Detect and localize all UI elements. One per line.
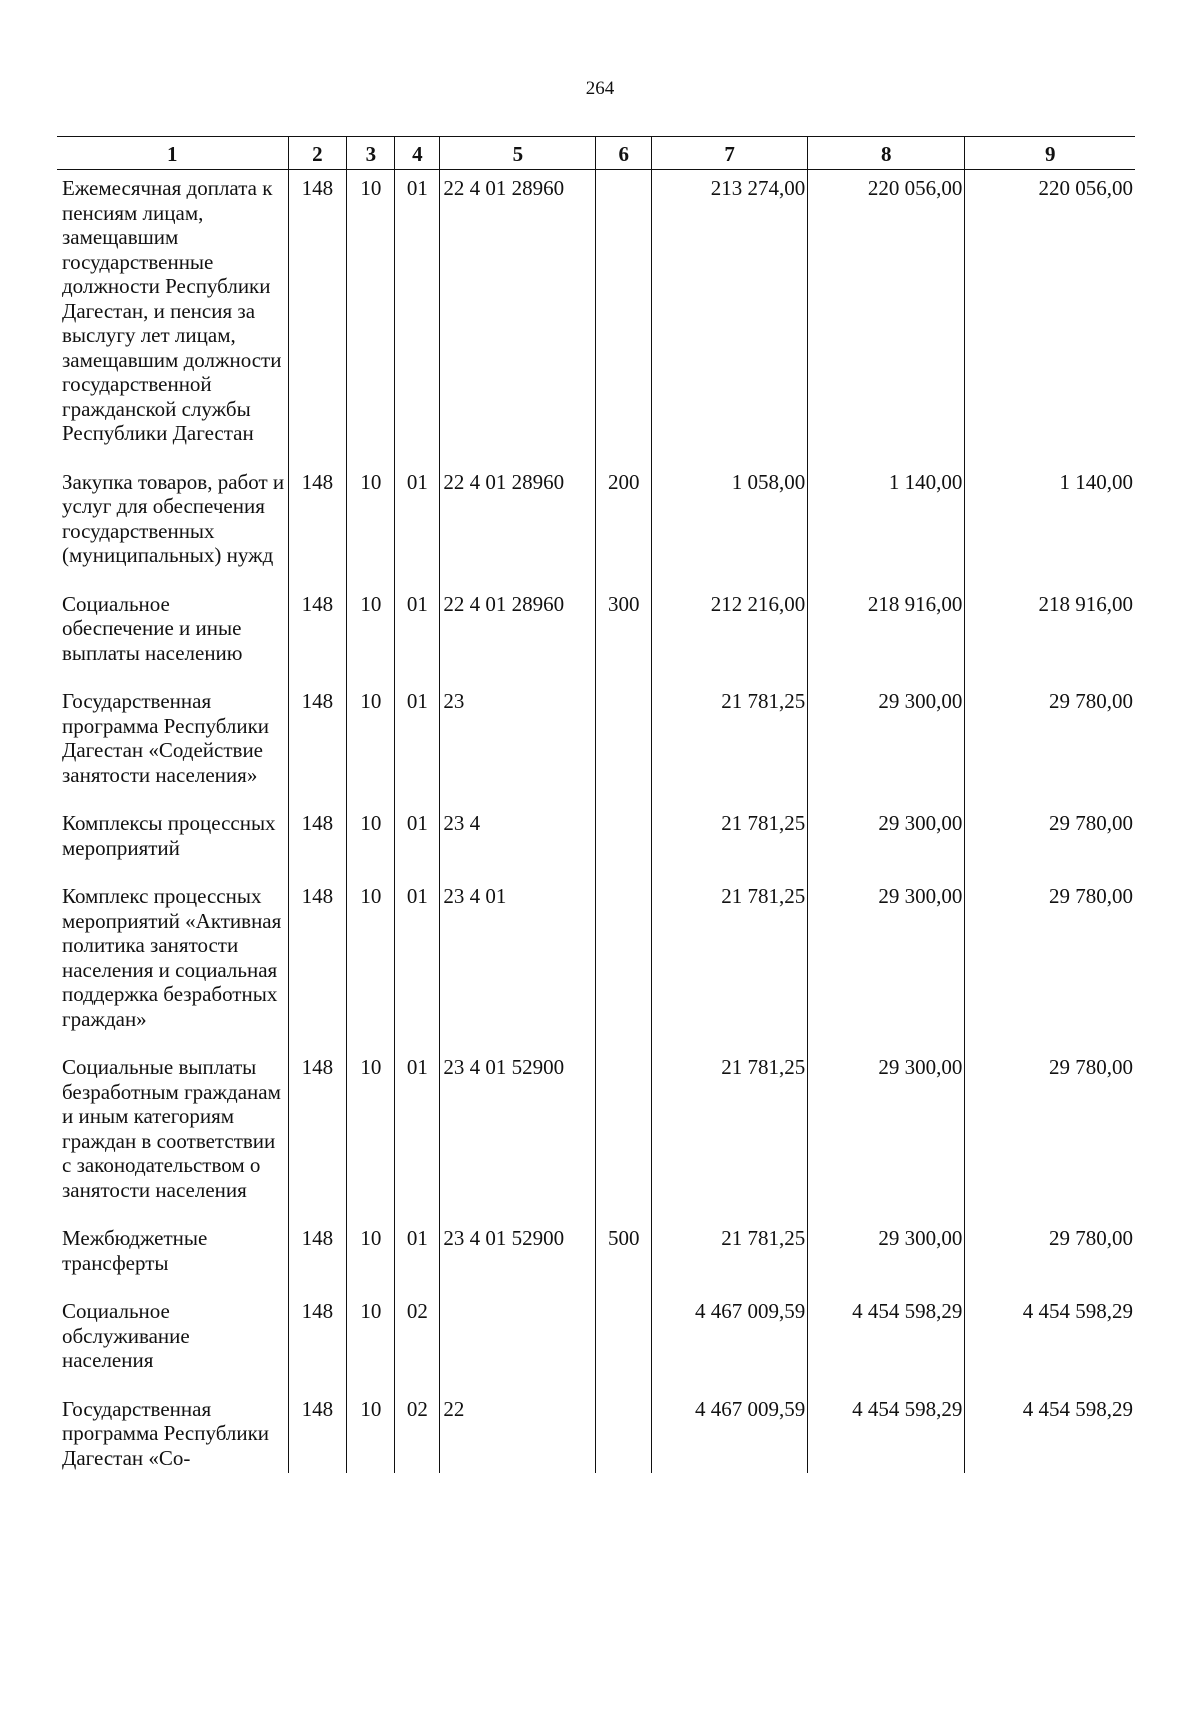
col-2-cell: 148 bbox=[288, 464, 347, 586]
col-4-cell: 01 bbox=[395, 683, 440, 805]
table-row bbox=[57, 1049, 1135, 1220]
col-3-cell: 10 bbox=[347, 1220, 395, 1293]
header-cell: 4 bbox=[395, 137, 440, 170]
row-name: Социальные выплаты безработным гражданам и иным категориям граждан в соответствии с законодательством о занятости населения bbox=[57, 1049, 288, 1220]
table-row bbox=[57, 878, 1135, 1049]
col-2-cell: 148 bbox=[288, 586, 347, 684]
col-4-cell: 02 bbox=[395, 1293, 440, 1391]
row-name: Комплексы процессных мероприятий bbox=[57, 805, 288, 878]
col-2-cell: 148 bbox=[288, 1391, 347, 1473]
col-7-cell: 1 058,00 bbox=[652, 464, 808, 586]
col-8-cell: 4 454 598,29 bbox=[808, 1391, 965, 1473]
col-7-cell: 4 467 009,59 bbox=[652, 1293, 808, 1391]
col-3-cell: 10 bbox=[347, 586, 395, 684]
col-6-cell bbox=[596, 683, 652, 805]
col-3-cell: 10 bbox=[347, 878, 395, 1049]
col-7-cell: 213 274,00 bbox=[652, 170, 808, 464]
col-2-cell: 148 bbox=[288, 878, 347, 1049]
header-cell: 2 bbox=[288, 137, 347, 170]
col-9-cell: 4 454 598,29 bbox=[965, 1293, 1135, 1391]
col-3-cell: 10 bbox=[347, 1293, 395, 1391]
col-3-cell: 10 bbox=[347, 683, 395, 805]
col-7-cell: 21 781,25 bbox=[652, 683, 808, 805]
col-6-cell: 500 bbox=[596, 1220, 652, 1293]
col-6-cell bbox=[596, 1293, 652, 1391]
col-4-cell: 01 bbox=[395, 170, 440, 464]
col-9-cell: 218 916,00 bbox=[965, 586, 1135, 684]
header-cell: 9 bbox=[965, 137, 1135, 170]
col-4-cell: 01 bbox=[395, 878, 440, 1049]
col-4-cell: 01 bbox=[395, 464, 440, 586]
col-9-cell: 29 780,00 bbox=[965, 1049, 1135, 1220]
row-name: Государственная программа Республики Дагестан «Содействие занятости населения» bbox=[57, 683, 288, 805]
header-cell: 7 bbox=[652, 137, 808, 170]
header-cell: 5 bbox=[440, 137, 596, 170]
col-7-cell: 21 781,25 bbox=[652, 878, 808, 1049]
header-cell: 1 bbox=[57, 137, 288, 170]
table-row bbox=[57, 586, 1135, 684]
col-4-cell: 01 bbox=[395, 1220, 440, 1293]
col-9-cell: 29 780,00 bbox=[965, 683, 1135, 805]
col-8-cell: 1 140,00 bbox=[808, 464, 965, 586]
col-6-cell: 200 bbox=[596, 464, 652, 586]
col-9-cell: 1 140,00 bbox=[965, 464, 1135, 586]
col-8-cell: 4 454 598,29 bbox=[808, 1293, 965, 1391]
col-6-cell bbox=[596, 878, 652, 1049]
col-7-cell: 212 216,00 bbox=[652, 586, 808, 684]
table-row bbox=[57, 683, 1135, 805]
col-6-cell bbox=[596, 805, 652, 878]
col-5-cell: 23 4 bbox=[440, 805, 596, 878]
row-name: Социальное обеспечение и иные выплаты населению bbox=[57, 586, 288, 684]
col-5-cell: 23 4 01 52900 bbox=[440, 1049, 596, 1220]
col-5-cell: 22 4 01 28960 bbox=[440, 586, 596, 684]
col-3-cell: 10 bbox=[347, 1391, 395, 1473]
header-cell: 8 bbox=[808, 137, 965, 170]
col-3-cell: 10 bbox=[347, 464, 395, 586]
col-8-cell: 218 916,00 bbox=[808, 586, 965, 684]
row-name: Социальное обслуживание населения bbox=[57, 1293, 288, 1391]
page-number: 264 bbox=[585, 78, 615, 99]
col-4-cell: 02 bbox=[395, 1391, 440, 1473]
col-4-cell: 01 bbox=[395, 805, 440, 878]
header-cell: 3 bbox=[347, 137, 395, 170]
col-8-cell: 29 300,00 bbox=[808, 1049, 965, 1220]
col-2-cell: 148 bbox=[288, 1049, 347, 1220]
col-3-cell: 10 bbox=[347, 805, 395, 878]
col-5-cell bbox=[440, 1293, 596, 1391]
col-7-cell: 21 781,25 bbox=[652, 1220, 808, 1293]
col-6-cell bbox=[596, 170, 652, 464]
col-5-cell: 23 4 01 bbox=[440, 878, 596, 1049]
table-row bbox=[57, 1293, 1135, 1391]
col-7-cell: 21 781,25 bbox=[652, 1049, 808, 1220]
col-3-cell: 10 bbox=[347, 170, 395, 464]
col-6-cell bbox=[596, 1391, 652, 1473]
col-7-cell: 4 467 009,59 bbox=[652, 1391, 808, 1473]
col-4-cell: 01 bbox=[395, 1049, 440, 1220]
row-name: Закупка товаров, работ и услуг для обеспечения государственных (муниципальных) нужд bbox=[57, 464, 288, 586]
col-8-cell: 29 300,00 bbox=[808, 1220, 965, 1293]
col-5-cell: 23 bbox=[440, 683, 596, 805]
col-8-cell: 220 056,00 bbox=[808, 170, 965, 464]
budget-table bbox=[57, 136, 1135, 1473]
col-2-cell: 148 bbox=[288, 683, 347, 805]
col-2-cell: 148 bbox=[288, 1220, 347, 1293]
header-cell: 6 bbox=[596, 137, 652, 170]
col-2-cell: 148 bbox=[288, 1293, 347, 1391]
row-name: Государственная программа Республики Дагестан «Со- bbox=[57, 1391, 288, 1473]
col-8-cell: 29 300,00 bbox=[808, 805, 965, 878]
col-6-cell bbox=[596, 1049, 652, 1220]
col-9-cell: 4 454 598,29 bbox=[965, 1391, 1135, 1473]
table-row bbox=[57, 464, 1135, 586]
col-5-cell: 22 4 01 28960 bbox=[440, 464, 596, 586]
row-name: Комплекс процессных мероприятий «Активная политика занятости населения и социальная поддержка безработных граждан» bbox=[57, 878, 288, 1049]
col-4-cell: 01 bbox=[395, 586, 440, 684]
col-9-cell: 29 780,00 bbox=[965, 805, 1135, 878]
row-name: Межбюджетные трансферты bbox=[57, 1220, 288, 1293]
col-8-cell: 29 300,00 bbox=[808, 878, 965, 1049]
row-name: Ежемесячная доплата к пенсиям лицам, замещавшим государственные должности Республики Дагестан, и пенсия за выслугу лет лицам, замещавшим должности государственной гражданской службы Республики Дагестан bbox=[57, 170, 288, 464]
col-5-cell: 22 4 01 28960 bbox=[440, 170, 596, 464]
col-2-cell: 148 bbox=[288, 805, 347, 878]
table-row bbox=[57, 805, 1135, 878]
col-7-cell: 21 781,25 bbox=[652, 805, 808, 878]
table-row bbox=[57, 170, 1135, 464]
header-row bbox=[57, 137, 1135, 170]
col-9-cell: 220 056,00 bbox=[965, 170, 1135, 464]
table-row bbox=[57, 1220, 1135, 1293]
col-3-cell: 10 bbox=[347, 1049, 395, 1220]
col-2-cell: 148 bbox=[288, 170, 347, 464]
col-9-cell: 29 780,00 bbox=[965, 1220, 1135, 1293]
col-5-cell: 22 bbox=[440, 1391, 596, 1473]
col-6-cell: 300 bbox=[596, 586, 652, 684]
table-row bbox=[57, 1391, 1135, 1473]
col-8-cell: 29 300,00 bbox=[808, 683, 965, 805]
col-5-cell: 23 4 01 52900 bbox=[440, 1220, 596, 1293]
col-9-cell: 29 780,00 bbox=[965, 878, 1135, 1049]
